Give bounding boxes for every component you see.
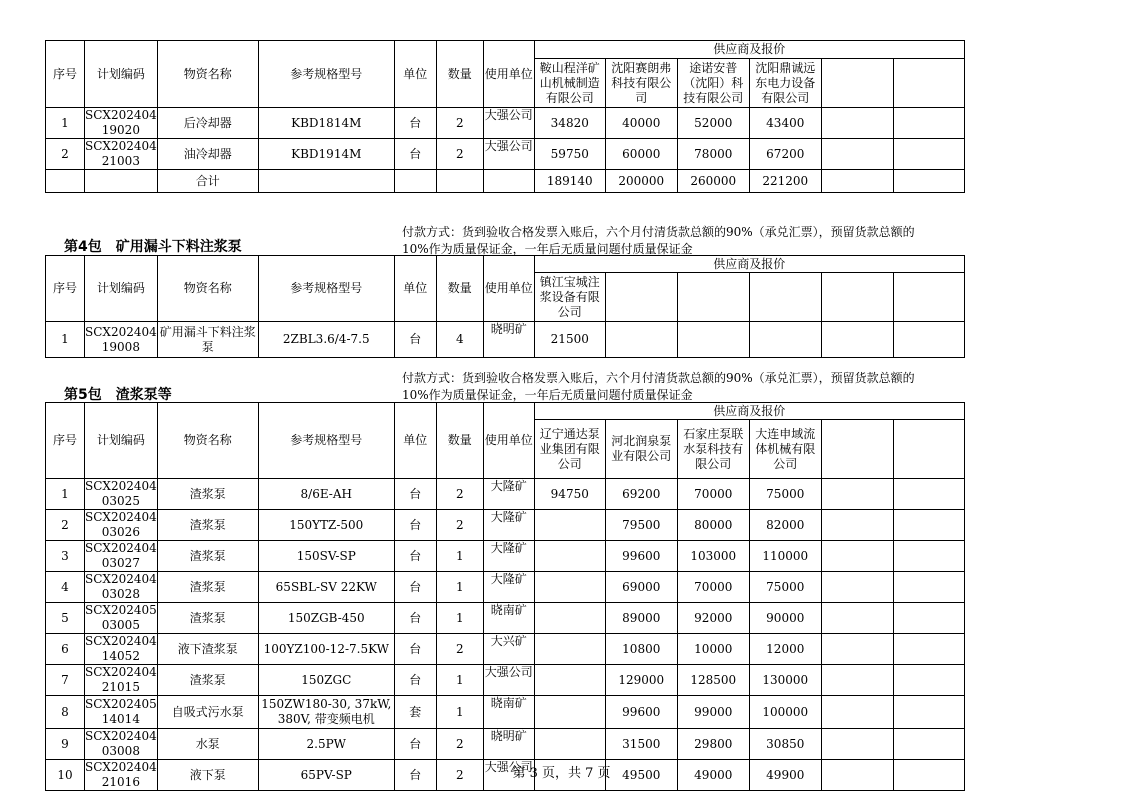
row-spec: 150ZW180-30, 37kW, 380V, 带变频电机 bbox=[258, 696, 394, 729]
header-supplier-group: 供应商及报价 bbox=[534, 403, 964, 420]
header-spec: 参考规格型号 bbox=[258, 403, 394, 479]
header-qty: 数量 bbox=[436, 403, 483, 479]
table-row bbox=[46, 510, 965, 541]
row-user: 大兴矿 bbox=[483, 634, 534, 665]
row-user: 大强公司 bbox=[483, 760, 534, 791]
row-unit: 台 bbox=[394, 603, 436, 634]
row-price: 31500 bbox=[605, 729, 677, 760]
header-seq: 序号 bbox=[46, 256, 85, 322]
row-price: 90000 bbox=[749, 603, 821, 634]
supplier-name bbox=[677, 273, 749, 322]
row-spec: 2ZBL3.6/4-7.5 bbox=[258, 322, 394, 358]
row-code: SCX202404 03028 bbox=[85, 572, 157, 601]
row-price: 110000 bbox=[749, 541, 821, 572]
row-price bbox=[821, 479, 893, 510]
row-price bbox=[821, 541, 893, 572]
package-5-table bbox=[45, 402, 965, 791]
header-row bbox=[46, 256, 965, 273]
row-price bbox=[534, 603, 605, 634]
table-row bbox=[46, 108, 965, 139]
row-name: 渣浆泵 bbox=[157, 510, 258, 541]
row-price: 59750 bbox=[534, 139, 605, 170]
row-price bbox=[534, 665, 605, 696]
row-price bbox=[893, 603, 964, 634]
total-empty bbox=[483, 170, 534, 193]
row-user: 晓南矿 bbox=[483, 696, 534, 729]
row-code: SCX202404 03025 bbox=[85, 479, 157, 508]
row-name: 渣浆泵 bbox=[157, 572, 258, 603]
supplier-name bbox=[821, 59, 893, 108]
package-5-payment-terms: 付款方式：货到验收合格发票入账后，六个月付清货款总额的90%（承兑汇票），预留货款总额的10%作为质量保证金，一年后无质量问题付质量保证金 bbox=[402, 371, 915, 402]
row-name: 渣浆泵 bbox=[157, 603, 258, 634]
total-value: 200000 bbox=[605, 170, 677, 193]
row-spec: 150SV-SP bbox=[258, 541, 394, 572]
row-price bbox=[534, 572, 605, 603]
row-price bbox=[821, 510, 893, 541]
row-name: 水泵 bbox=[157, 729, 258, 760]
row-name: 自吸式污水泵 bbox=[157, 696, 258, 729]
table-row bbox=[46, 634, 965, 665]
row-seq: 7 bbox=[46, 665, 85, 696]
supplier-name bbox=[821, 420, 893, 479]
header-supplier-group: 供应商及报价 bbox=[534, 41, 964, 59]
row-price: 103000 bbox=[677, 541, 749, 572]
row-seq: 8 bbox=[46, 696, 85, 729]
supplier-name: 沈阳赛朗弗科技有限公司 bbox=[605, 59, 677, 108]
header-supplier-group: 供应商及报价 bbox=[534, 256, 964, 273]
row-qty: 2 bbox=[436, 760, 483, 791]
row-price bbox=[605, 322, 677, 358]
row-name: 液下渣浆泵 bbox=[157, 634, 258, 665]
supplier-name bbox=[821, 273, 893, 322]
row-code: SCX202405 03005 bbox=[85, 603, 157, 632]
row-spec: 150YTZ-500 bbox=[258, 510, 394, 541]
row-price: 40000 bbox=[605, 108, 677, 139]
header-seq: 序号 bbox=[46, 403, 85, 479]
row-price: 99600 bbox=[605, 541, 677, 572]
row-spec: 8/6E-AH bbox=[258, 479, 394, 510]
row-price: 69000 bbox=[605, 572, 677, 603]
row-user: 大隆矿 bbox=[483, 541, 534, 572]
row-name: 渣浆泵 bbox=[157, 541, 258, 572]
row-seq: 1 bbox=[46, 108, 85, 139]
total-empty bbox=[258, 170, 394, 193]
header-row bbox=[46, 41, 965, 59]
row-name: 渣浆泵 bbox=[157, 665, 258, 696]
row-spec: KBD1814M bbox=[258, 108, 394, 139]
row-spec: 65PV-SP bbox=[258, 760, 394, 791]
row-price: 79500 bbox=[605, 510, 677, 541]
package-4-title: 第4包 矿用漏斗下料注浆泵 bbox=[64, 239, 242, 255]
table-row bbox=[46, 696, 965, 729]
package-5-title: 第5包 渣浆泵等 bbox=[64, 387, 172, 403]
row-price bbox=[893, 108, 964, 139]
row-price: 70000 bbox=[677, 572, 749, 603]
row-price bbox=[893, 665, 964, 696]
total-empty bbox=[85, 170, 158, 193]
row-price: 75000 bbox=[749, 479, 821, 510]
row-price bbox=[534, 729, 605, 760]
row-price: 10800 bbox=[605, 634, 677, 665]
row-price bbox=[534, 510, 605, 541]
row-price: 78000 bbox=[677, 139, 749, 170]
row-price: 92000 bbox=[677, 603, 749, 634]
row-code: SCX202404 21016 bbox=[85, 760, 157, 789]
header-name: 物资名称 bbox=[157, 256, 258, 322]
row-unit: 套 bbox=[394, 696, 436, 729]
row-code: SCX202404 21003 bbox=[85, 139, 157, 168]
total-value bbox=[821, 170, 893, 193]
row-price bbox=[534, 696, 605, 729]
row-price: 70000 bbox=[677, 479, 749, 510]
header-qty: 数量 bbox=[436, 256, 483, 322]
header-name: 物资名称 bbox=[157, 403, 258, 479]
supplier-name: 辽宁通达泵业集团有限公司 bbox=[534, 420, 605, 479]
row-qty: 1 bbox=[436, 541, 483, 572]
row-price: 12000 bbox=[749, 634, 821, 665]
row-price: 89000 bbox=[605, 603, 677, 634]
row-price bbox=[821, 322, 893, 358]
row-name: 液下泵 bbox=[157, 760, 258, 791]
row-price: 52000 bbox=[677, 108, 749, 139]
row-unit: 台 bbox=[394, 665, 436, 696]
total-value bbox=[893, 170, 964, 193]
row-price: 80000 bbox=[677, 510, 749, 541]
header-row bbox=[46, 403, 965, 420]
row-price: 69200 bbox=[605, 479, 677, 510]
supplier-name bbox=[749, 273, 821, 322]
header-code: 计划编码 bbox=[85, 41, 158, 108]
row-price bbox=[534, 541, 605, 572]
row-price bbox=[821, 665, 893, 696]
row-seq: 3 bbox=[46, 541, 85, 572]
row-unit: 台 bbox=[394, 322, 436, 358]
row-price: 75000 bbox=[749, 572, 821, 603]
row-qty: 2 bbox=[436, 634, 483, 665]
row-price: 30850 bbox=[749, 729, 821, 760]
row-qty: 2 bbox=[436, 139, 483, 170]
row-price bbox=[821, 634, 893, 665]
row-user: 大隆矿 bbox=[483, 479, 534, 510]
table-row bbox=[46, 479, 965, 510]
table-row bbox=[46, 322, 965, 358]
row-price bbox=[821, 603, 893, 634]
row-code: SCX202405 14014 bbox=[85, 696, 158, 729]
table-row bbox=[46, 139, 965, 170]
header-unit: 单位 bbox=[394, 41, 436, 108]
row-unit: 台 bbox=[394, 729, 436, 760]
header-user: 使用单位 bbox=[483, 41, 534, 108]
row-price: 60000 bbox=[605, 139, 677, 170]
page-number: 第 3 页，共 7 页 bbox=[512, 766, 611, 781]
total-empty bbox=[46, 170, 85, 193]
row-name: 后冷却器 bbox=[157, 108, 258, 139]
supplier-name: 镇江宝城注浆设备有限公司 bbox=[534, 273, 605, 322]
table-row bbox=[46, 541, 965, 572]
row-qty: 1 bbox=[436, 572, 483, 603]
row-price bbox=[821, 572, 893, 603]
row-price bbox=[893, 729, 964, 760]
row-price: 21500 bbox=[534, 322, 605, 358]
row-price bbox=[893, 572, 964, 603]
row-unit: 台 bbox=[394, 108, 436, 139]
row-seq: 10 bbox=[46, 760, 85, 791]
row-price bbox=[893, 634, 964, 665]
row-price: 99600 bbox=[605, 696, 677, 729]
row-seq: 9 bbox=[46, 729, 85, 760]
row-price bbox=[749, 322, 821, 358]
total-row bbox=[46, 170, 965, 193]
package-4-table bbox=[45, 255, 965, 358]
row-seq: 2 bbox=[46, 139, 85, 170]
row-price: 129000 bbox=[605, 665, 677, 696]
row-price bbox=[821, 729, 893, 760]
row-price bbox=[893, 510, 964, 541]
row-user: 晓明矿 bbox=[483, 322, 534, 358]
row-name: 油冷却器 bbox=[157, 139, 258, 170]
table-row bbox=[46, 665, 965, 696]
row-unit: 台 bbox=[394, 572, 436, 603]
row-price: 49500 bbox=[605, 760, 677, 791]
supplier-name: 途诺安普（沈阳）科技有限公司 bbox=[677, 59, 749, 108]
row-price bbox=[821, 139, 893, 170]
row-price bbox=[893, 139, 964, 170]
row-qty: 2 bbox=[436, 729, 483, 760]
row-price: 29800 bbox=[677, 729, 749, 760]
row-code: SCX202404 14052 bbox=[85, 634, 157, 663]
row-price: 49900 bbox=[749, 760, 821, 791]
row-price bbox=[677, 322, 749, 358]
supplier-name bbox=[893, 273, 964, 322]
row-seq: 1 bbox=[46, 479, 85, 510]
header-spec: 参考规格型号 bbox=[258, 256, 394, 322]
row-qty: 2 bbox=[436, 510, 483, 541]
table-row bbox=[46, 729, 965, 760]
row-price: 94750 bbox=[534, 479, 605, 510]
row-user: 大隆矿 bbox=[483, 510, 534, 541]
row-price: 128500 bbox=[677, 665, 749, 696]
supplier-name bbox=[893, 420, 964, 479]
header-spec: 参考规格型号 bbox=[258, 41, 394, 108]
row-price bbox=[893, 696, 964, 729]
total-empty bbox=[436, 170, 483, 193]
supplier-name bbox=[605, 273, 677, 322]
table-row bbox=[46, 603, 965, 634]
row-price bbox=[893, 479, 964, 510]
row-price: 130000 bbox=[749, 665, 821, 696]
header-code: 计划编码 bbox=[85, 256, 158, 322]
row-code: SCX202404 19008 bbox=[85, 322, 158, 358]
row-name: 矿用漏斗下料注浆泵 bbox=[157, 322, 258, 358]
row-user: 晓明矿 bbox=[483, 729, 534, 760]
row-qty: 4 bbox=[436, 322, 483, 358]
row-spec: 150ZGC bbox=[258, 665, 394, 696]
row-seq: 1 bbox=[46, 322, 85, 358]
row-price: 43400 bbox=[749, 108, 821, 139]
supplier-name bbox=[893, 59, 964, 108]
row-spec: KBD1914M bbox=[258, 139, 394, 170]
total-value: 189140 bbox=[534, 170, 605, 193]
supplier-name: 鞍山程洋矿山机械制造有限公司 bbox=[534, 59, 605, 108]
row-seq: 6 bbox=[46, 634, 85, 665]
row-seq: 5 bbox=[46, 603, 85, 634]
row-qty: 1 bbox=[436, 665, 483, 696]
row-qty: 2 bbox=[436, 108, 483, 139]
header-user: 使用单位 bbox=[483, 403, 534, 479]
row-code: SCX202404 21015 bbox=[85, 665, 157, 694]
row-unit: 台 bbox=[394, 510, 436, 541]
row-qty: 1 bbox=[436, 603, 483, 634]
supplier-name: 河北润泉泵业有限公司 bbox=[605, 420, 677, 479]
header-qty: 数量 bbox=[436, 41, 483, 108]
table-row bbox=[46, 572, 965, 603]
row-price bbox=[893, 541, 964, 572]
header-user: 使用单位 bbox=[483, 256, 534, 322]
total-value: 221200 bbox=[749, 170, 821, 193]
row-code: SCX202404 19020 bbox=[85, 108, 157, 137]
header-name: 物资名称 bbox=[157, 41, 258, 108]
row-price bbox=[534, 634, 605, 665]
row-price: 99000 bbox=[677, 696, 749, 729]
row-spec: 150ZGB-450 bbox=[258, 603, 394, 634]
row-spec: 2.5PW bbox=[258, 729, 394, 760]
row-code: SCX202404 03027 bbox=[85, 541, 157, 570]
total-empty bbox=[394, 170, 436, 193]
row-price: 100000 bbox=[749, 696, 821, 729]
row-unit: 台 bbox=[394, 541, 436, 572]
row-price: 67200 bbox=[749, 139, 821, 170]
row-price: 34820 bbox=[534, 108, 605, 139]
total-label: 合计 bbox=[157, 170, 258, 193]
total-value: 260000 bbox=[677, 170, 749, 193]
row-price: 49000 bbox=[677, 760, 749, 791]
supplier-name: 沈阳鼎诚远东电力设备有限公司 bbox=[749, 59, 821, 108]
row-price bbox=[821, 696, 893, 729]
row-seq: 4 bbox=[46, 572, 85, 603]
row-name: 渣浆泵 bbox=[157, 479, 258, 510]
header-unit: 单位 bbox=[394, 256, 436, 322]
row-spec: 100YZ100-12-7.5KW bbox=[258, 634, 394, 665]
row-code: SCX202404 03008 bbox=[85, 729, 157, 758]
row-price bbox=[821, 108, 893, 139]
row-unit: 台 bbox=[394, 634, 436, 665]
row-price: 82000 bbox=[749, 510, 821, 541]
header-seq: 序号 bbox=[46, 41, 85, 108]
header-code: 计划编码 bbox=[85, 403, 158, 479]
row-qty: 1 bbox=[436, 696, 483, 729]
row-unit: 台 bbox=[394, 479, 436, 510]
row-qty: 2 bbox=[436, 479, 483, 510]
row-user: 晓南矿 bbox=[483, 603, 534, 634]
row-user: 大隆矿 bbox=[483, 572, 534, 603]
header-unit: 单位 bbox=[394, 403, 436, 479]
supplier-name: 大连申域流体机械有限公司 bbox=[749, 420, 821, 479]
row-price bbox=[893, 322, 964, 358]
row-unit: 台 bbox=[394, 139, 436, 170]
row-user: 大强公司 bbox=[483, 665, 534, 696]
package-3-table bbox=[45, 40, 965, 193]
supplier-name: 石家庄泵联水泵科技有限公司 bbox=[677, 420, 749, 479]
row-price: 10000 bbox=[677, 634, 749, 665]
package-4-payment-terms: 付款方式：货到验收合格发票入账后，六个月付清货款总额的90%（承兑汇票），预留货款总额的10%作为质量保证金，一年后无质量问题付质量保证金 bbox=[402, 225, 915, 256]
row-unit: 台 bbox=[394, 760, 436, 791]
row-seq: 2 bbox=[46, 510, 85, 541]
row-code: SCX202404 03026 bbox=[85, 510, 157, 539]
row-user: 大强公司 bbox=[483, 108, 534, 139]
row-spec: 65SBL-SV 22KW bbox=[258, 572, 394, 603]
row-user: 大强公司 bbox=[483, 139, 534, 170]
